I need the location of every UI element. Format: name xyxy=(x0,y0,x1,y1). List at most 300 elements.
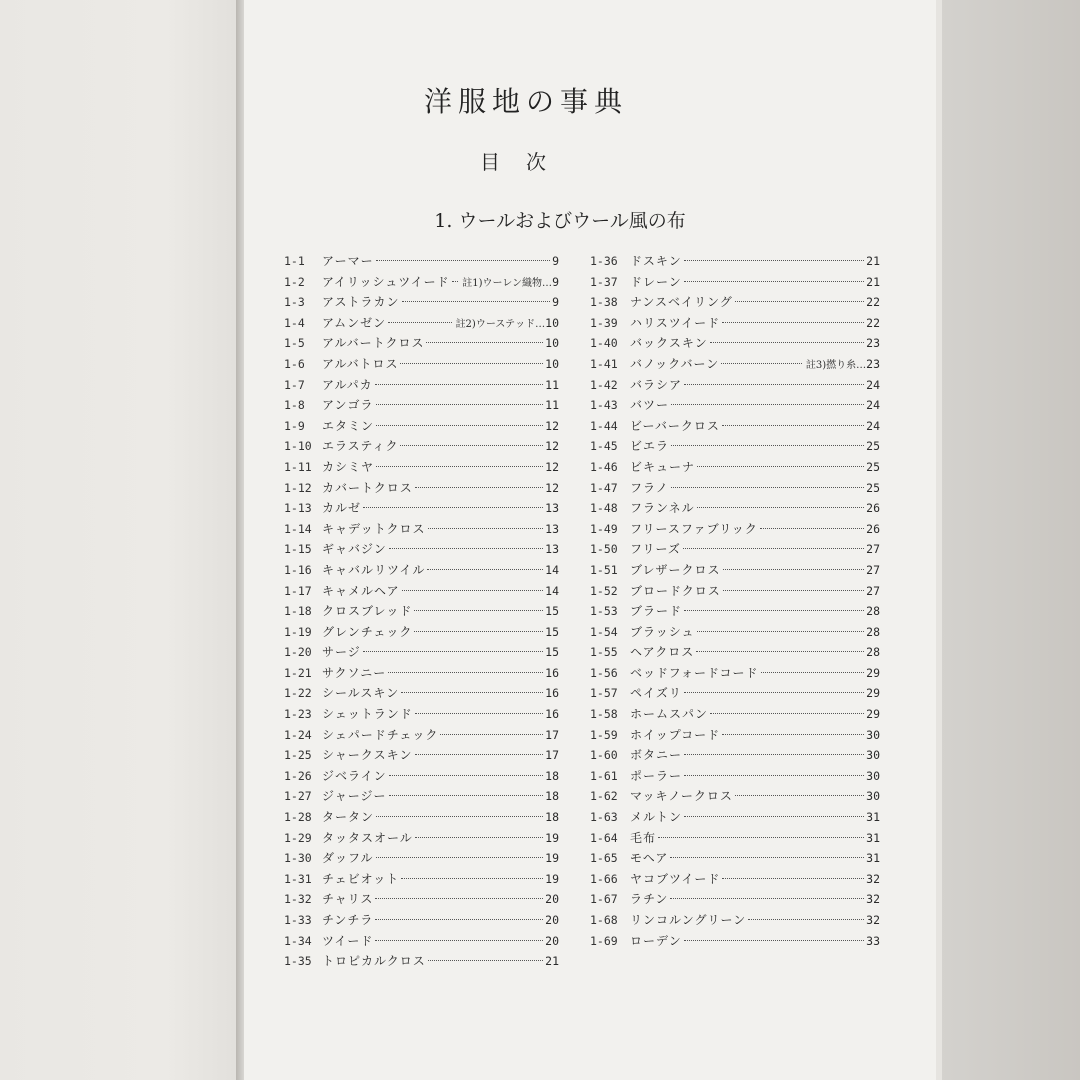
entry-name: フリーズ xyxy=(630,542,681,557)
entry-number: 1-52 xyxy=(590,583,618,598)
toc-entry xyxy=(590,931,880,952)
entry-name: タータン xyxy=(322,810,375,825)
entry-number: 1-18 xyxy=(284,604,312,619)
entry-name: アーマー xyxy=(322,254,374,268)
entry-name: フラノ xyxy=(630,480,669,495)
entry-name: チンチラ xyxy=(322,913,374,927)
entry-page-number: 22 xyxy=(866,315,880,330)
entry-name: キャバルリツイル xyxy=(322,562,426,577)
entry-page-number: 27 xyxy=(866,583,880,598)
entry-number: 1-21 xyxy=(284,665,312,680)
entry-name: ベッドフォードコード xyxy=(630,665,759,680)
entry-name: シールスキン xyxy=(322,686,400,701)
dot-leader xyxy=(414,631,543,632)
entry-number: 1-60 xyxy=(590,748,618,763)
toc-entry xyxy=(284,272,559,293)
entry-name: フリースファブリック xyxy=(630,521,758,536)
toc-entry xyxy=(590,766,880,787)
entry-number: 1-9 xyxy=(284,418,305,433)
entry-name: キャメルヘア xyxy=(322,583,400,598)
entry-page-number: 33 xyxy=(866,933,880,948)
entry-page-number: 26 xyxy=(866,501,880,516)
toc-entry xyxy=(284,807,559,828)
toc-entry xyxy=(590,889,880,910)
entry-number: 1-29 xyxy=(284,830,312,845)
entry-name: シェパードチェック xyxy=(322,727,439,742)
toc-entry xyxy=(284,498,559,519)
entry-name: アルパカ xyxy=(322,377,373,392)
dot-leader xyxy=(375,940,543,941)
entry-number: 1-66 xyxy=(590,871,618,886)
entry-page-number: 28 xyxy=(866,645,880,660)
entry-number: 1-49 xyxy=(590,521,618,536)
entry-page-number: 15 xyxy=(545,604,559,619)
toc-entry xyxy=(590,828,880,849)
entry-name: ビーバークロス xyxy=(630,418,720,433)
dot-leader xyxy=(428,528,544,529)
entry-name: ツイード xyxy=(322,933,374,948)
entry-page-number: 19 xyxy=(545,830,559,845)
entry-page-number: 31 xyxy=(866,830,880,845)
toc-entry xyxy=(284,683,559,704)
dot-leader xyxy=(760,528,864,529)
entry-page-number: 30 xyxy=(866,727,880,742)
dot-leader xyxy=(376,466,543,467)
dot-leader xyxy=(414,610,543,611)
entry-name: ビキューナ xyxy=(630,459,696,474)
toc-entry xyxy=(590,498,880,519)
entry-page-number: 14 xyxy=(545,562,559,577)
entry-page-number: 23 xyxy=(866,336,880,351)
entry-name: ハリスツイード xyxy=(630,315,721,330)
toc-entry xyxy=(590,272,880,293)
entry-number: 1-37 xyxy=(590,274,618,289)
entry-name: ローデン xyxy=(630,933,682,948)
entry-page-number: 15 xyxy=(545,645,559,660)
toc-entry xyxy=(284,910,559,931)
toc-entry xyxy=(284,951,559,972)
entry-page-number: 25 xyxy=(866,439,880,454)
entry-page-number: 28 xyxy=(866,604,880,619)
entry-name: ブレザークロス xyxy=(630,562,721,577)
entry-name: チェビオット xyxy=(322,871,400,886)
entry-name: カルゼ xyxy=(322,501,362,516)
dot-leader xyxy=(658,837,864,838)
toc-entry xyxy=(284,704,559,725)
entry-number: 1-43 xyxy=(590,398,618,413)
dot-leader xyxy=(376,857,544,858)
entry-page-number: 9 xyxy=(552,274,559,289)
entry-page-number: 17 xyxy=(545,748,559,763)
dot-leader xyxy=(402,301,551,302)
entry-page-number: 10 xyxy=(545,356,559,371)
dot-leader xyxy=(415,837,543,838)
entry-name: ラチン xyxy=(630,892,669,907)
toc-entry xyxy=(284,828,559,849)
entry-number: 1-4 xyxy=(284,315,305,330)
dot-leader xyxy=(723,569,865,570)
entry-page-number: 10 xyxy=(545,336,559,351)
entry-page-number: 30 xyxy=(866,789,880,804)
entry-number: 1-47 xyxy=(590,480,618,495)
book-title: 洋服地の事典 xyxy=(423,85,628,118)
dot-leader xyxy=(670,898,864,899)
entry-number: 1-44 xyxy=(590,418,618,433)
dot-leader xyxy=(452,281,459,282)
dot-leader xyxy=(671,445,864,446)
entry-number: 1-63 xyxy=(590,810,618,825)
dot-leader xyxy=(428,960,543,961)
entry-page-number: 18 xyxy=(545,810,559,825)
entry-number: 1-12 xyxy=(284,480,312,495)
toc-entry xyxy=(284,436,559,457)
entry-number: 1-53 xyxy=(590,604,618,619)
entry-name: シェットランド xyxy=(322,707,413,722)
toc-entry xyxy=(590,539,880,560)
dot-leader xyxy=(389,775,544,776)
entry-page-number: 23 xyxy=(866,356,880,371)
entry-page-number: 24 xyxy=(866,398,880,413)
entry-page-number: 32 xyxy=(866,871,880,886)
entry-page-number: 29 xyxy=(866,665,880,680)
dot-leader xyxy=(721,363,802,364)
section-title: 1. ウールおよびウール風の布 xyxy=(434,210,686,232)
toc-entry xyxy=(590,745,880,766)
entry-number: 1-23 xyxy=(284,707,312,722)
entry-name: フランネル xyxy=(630,501,695,516)
entry-number: 1-11 xyxy=(284,459,312,474)
dot-leader xyxy=(670,857,864,858)
entry-name: アイリッシュツイード xyxy=(322,274,450,289)
entry-number: 1-40 xyxy=(590,336,618,351)
entry-name: エタミン xyxy=(322,418,375,433)
toc-entry xyxy=(284,478,559,499)
toc-entry xyxy=(590,581,880,602)
dot-leader xyxy=(375,898,543,899)
dot-leader xyxy=(697,631,865,632)
entry-number: 1-42 xyxy=(590,377,618,392)
entry-number: 1-57 xyxy=(590,686,618,701)
toc-entry xyxy=(590,848,880,869)
entry-page-number: 27 xyxy=(866,562,880,577)
toc-entry xyxy=(284,416,559,437)
entry-page-number: 26 xyxy=(866,521,880,536)
entry-number: 1-61 xyxy=(590,768,618,783)
entry-name: マッキノークロス xyxy=(630,789,733,804)
entry-page-number: 25 xyxy=(866,480,880,495)
entry-number: 1-56 xyxy=(590,665,618,680)
toc-entry xyxy=(590,375,880,396)
entry-number: 1-54 xyxy=(590,624,618,639)
entry-number: 1-39 xyxy=(590,315,618,330)
entry-number: 1-25 xyxy=(284,748,312,763)
dot-leader xyxy=(415,487,543,488)
entry-name: クロスブレッド xyxy=(322,604,413,619)
dot-leader xyxy=(375,384,543,385)
dot-leader xyxy=(748,919,864,920)
entry-page-number: 32 xyxy=(866,913,880,927)
entry-page-number: 16 xyxy=(545,686,559,701)
toc-entry xyxy=(284,786,559,807)
dot-leader xyxy=(388,672,543,673)
entry-number: 1-15 xyxy=(284,542,312,557)
toc-entry xyxy=(590,416,880,437)
dot-leader xyxy=(376,816,543,817)
toc-entry xyxy=(284,395,559,416)
entry-name: ヘアクロス xyxy=(630,645,695,660)
entry-page-number: 28 xyxy=(866,624,880,639)
toc-entry xyxy=(284,581,559,602)
entry-number: 1-45 xyxy=(590,439,618,454)
toc-entry xyxy=(284,333,559,354)
toc-heading: 目次 xyxy=(480,150,572,174)
entry-page-number: 30 xyxy=(866,748,880,763)
toc-entry xyxy=(590,333,880,354)
toc-entry xyxy=(284,251,559,272)
entry-name: カシミヤ xyxy=(322,459,375,474)
toc-entry xyxy=(284,745,559,766)
entry-name: ホームスパン xyxy=(630,707,709,722)
dot-leader xyxy=(710,342,864,343)
toc-entry xyxy=(590,560,880,581)
entry-name: グレンチェック xyxy=(322,624,413,639)
toc-entry xyxy=(284,622,559,643)
entry-number: 1-41 xyxy=(590,356,618,371)
entry-number: 1-34 xyxy=(284,933,312,948)
toc-entry xyxy=(284,725,559,746)
entry-number: 1-59 xyxy=(590,727,618,742)
entry-page-number: 32 xyxy=(866,892,880,907)
entry-number: 1-24 xyxy=(284,727,312,742)
entry-page-number: 29 xyxy=(866,707,880,722)
entry-name: ブラッシュ xyxy=(630,624,695,639)
entry-name: ドスキン xyxy=(630,254,682,268)
entry-number: 1-20 xyxy=(284,645,312,660)
entry-name: バツー xyxy=(630,398,670,413)
entry-page-number: 12 xyxy=(545,418,559,433)
entry-name: アストラカン xyxy=(322,295,400,310)
entry-name: 毛布 xyxy=(630,830,657,845)
entry-page-number: 14 xyxy=(545,583,559,598)
entry-page-number: 16 xyxy=(545,665,559,680)
dot-leader xyxy=(401,692,543,693)
entry-name: バラシア xyxy=(630,377,683,392)
toc-entry xyxy=(284,889,559,910)
entry-page-number: 31 xyxy=(866,810,880,825)
dot-leader xyxy=(684,692,864,693)
entry-page-number: 12 xyxy=(545,480,559,495)
dot-leader xyxy=(710,713,864,714)
entry-page-number: 19 xyxy=(545,871,559,886)
entry-number: 1-22 xyxy=(284,686,312,701)
entry-page-number: 31 xyxy=(866,851,880,866)
entry-name: ダッフル xyxy=(322,851,374,866)
entry-number: 1-7 xyxy=(284,377,305,392)
dot-leader xyxy=(684,384,864,385)
dot-leader xyxy=(375,919,543,920)
entry-page-number: 20 xyxy=(545,933,559,948)
entry-name: アルバトロス xyxy=(322,356,399,371)
toc-entry xyxy=(590,478,880,499)
dot-leader xyxy=(684,754,864,755)
dot-leader xyxy=(376,260,550,261)
entry-page-number: 18 xyxy=(545,768,559,783)
entry-number: 1-26 xyxy=(284,768,312,783)
entry-number: 1-16 xyxy=(284,562,312,577)
dot-leader xyxy=(722,425,864,426)
dot-leader xyxy=(722,734,864,735)
dot-leader xyxy=(684,281,864,282)
entry-number: 1-62 xyxy=(590,789,618,804)
dot-leader xyxy=(684,940,864,941)
dot-leader xyxy=(671,404,864,405)
toc-entry xyxy=(284,848,559,869)
entry-footnote: 註2)ウーステッド… xyxy=(455,318,546,330)
dot-leader xyxy=(440,734,543,735)
toc-entry xyxy=(590,704,880,725)
entry-name: ギャバジン xyxy=(322,542,387,557)
entry-number: 1-28 xyxy=(284,810,312,825)
entry-number: 1-3 xyxy=(284,295,305,310)
toc-entry xyxy=(590,354,880,375)
entry-page-number: 9 xyxy=(552,254,559,268)
entry-name: トロピカルクロス xyxy=(322,954,426,969)
toc-entry xyxy=(284,663,559,684)
toc-entry xyxy=(590,622,880,643)
dot-leader xyxy=(363,507,543,508)
dot-leader xyxy=(415,713,543,714)
toc-entry xyxy=(590,251,880,272)
facing-left-page xyxy=(0,0,236,1080)
entry-page-number: 13 xyxy=(545,521,559,536)
dot-leader xyxy=(696,651,864,652)
entry-name: サクソニー xyxy=(322,665,387,680)
dot-leader xyxy=(697,507,865,508)
toc-entry xyxy=(284,539,559,560)
entry-name: ヤコブツイード xyxy=(630,871,721,886)
dot-leader xyxy=(402,590,544,591)
entry-name: アルバートクロス xyxy=(322,336,425,351)
toc-column-left xyxy=(284,251,559,972)
entry-page-number: 21 xyxy=(866,254,880,268)
toc-entry xyxy=(284,375,559,396)
dot-leader xyxy=(735,301,864,302)
entry-name: サージ xyxy=(322,645,361,660)
entry-footnote: 註3)撚り糸… xyxy=(805,359,867,371)
entry-page-number: 18 xyxy=(545,789,559,804)
dot-leader xyxy=(427,569,543,570)
entry-number: 1-31 xyxy=(284,871,312,886)
dot-leader xyxy=(363,651,543,652)
dot-leader xyxy=(684,775,864,776)
entry-page-number: 21 xyxy=(866,274,880,289)
dot-leader xyxy=(683,548,864,549)
dot-leader xyxy=(723,590,864,591)
toc-entry xyxy=(590,519,880,540)
entry-name: ブロードクロス xyxy=(630,583,721,598)
entry-number: 1-67 xyxy=(590,892,618,907)
entry-page-number: 24 xyxy=(866,377,880,392)
toc-entry xyxy=(590,786,880,807)
entry-name: ドレーン xyxy=(630,274,682,289)
entry-number: 1-30 xyxy=(284,851,312,866)
entry-number: 1-2 xyxy=(284,274,305,289)
dot-leader xyxy=(684,816,864,817)
entry-page-number: 9 xyxy=(552,295,559,310)
entry-page-number: 15 xyxy=(545,624,559,639)
dot-leader xyxy=(697,466,864,467)
dot-leader xyxy=(684,610,864,611)
entry-name: タッタスオール xyxy=(322,830,413,845)
entry-number: 1-1 xyxy=(284,254,305,268)
entry-name: ジベライン xyxy=(322,768,387,783)
entry-name: ブラード xyxy=(630,604,683,619)
entry-number: 1-32 xyxy=(284,892,312,907)
toc-column-right xyxy=(590,251,880,951)
entry-number: 1-10 xyxy=(284,439,312,454)
entry-page-number: 24 xyxy=(866,418,880,433)
toc-entry xyxy=(284,457,559,478)
dot-leader xyxy=(415,754,544,755)
entry-page-number: 21 xyxy=(545,954,559,969)
toc-entry xyxy=(590,395,880,416)
entry-name: リンコルングリーン xyxy=(630,913,747,927)
entry-name: キャデットクロス xyxy=(322,521,426,536)
entry-number: 1-55 xyxy=(590,645,618,660)
toc-entry xyxy=(590,436,880,457)
entry-page-number: 16 xyxy=(545,707,559,722)
dot-leader xyxy=(400,445,543,446)
dot-leader xyxy=(722,878,864,879)
toc-entry xyxy=(284,766,559,787)
toc-entry xyxy=(590,725,880,746)
entry-number: 1-36 xyxy=(590,254,618,268)
dot-leader xyxy=(389,795,544,796)
dot-leader xyxy=(761,672,865,673)
toc-entry xyxy=(590,910,880,931)
entry-page-number: 13 xyxy=(545,501,559,516)
toc-entry xyxy=(590,292,880,313)
entry-page-number: 17 xyxy=(545,727,559,742)
entry-page-number: 10 xyxy=(545,315,559,330)
dot-leader xyxy=(376,425,543,426)
entry-page-number: 19 xyxy=(545,851,559,866)
entry-page-number: 12 xyxy=(545,459,559,474)
entry-name: チャリス xyxy=(322,892,374,907)
toc-entry xyxy=(284,292,559,313)
entry-page-number: 11 xyxy=(545,377,559,392)
page-edge-stack xyxy=(936,0,1080,1080)
toc-entry xyxy=(590,869,880,890)
entry-name: メルトン xyxy=(630,810,683,825)
entry-number: 1-5 xyxy=(284,336,305,351)
entry-number: 1-27 xyxy=(284,789,312,804)
dot-leader xyxy=(376,404,544,405)
entry-number: 1-13 xyxy=(284,501,312,516)
entry-page-number: 12 xyxy=(545,439,559,454)
entry-name: カバートクロス xyxy=(322,480,413,495)
entry-name: シャークスキン xyxy=(322,748,413,763)
dot-leader xyxy=(388,322,451,323)
entry-name: アンゴラ xyxy=(322,398,374,413)
dot-leader xyxy=(400,363,543,364)
dot-leader xyxy=(684,260,864,261)
entry-number: 1-35 xyxy=(284,954,312,969)
entry-page-number: 20 xyxy=(545,892,559,907)
toc-entry xyxy=(284,642,559,663)
entry-number: 1-17 xyxy=(284,583,312,598)
entry-name: ジャージー xyxy=(322,789,387,804)
